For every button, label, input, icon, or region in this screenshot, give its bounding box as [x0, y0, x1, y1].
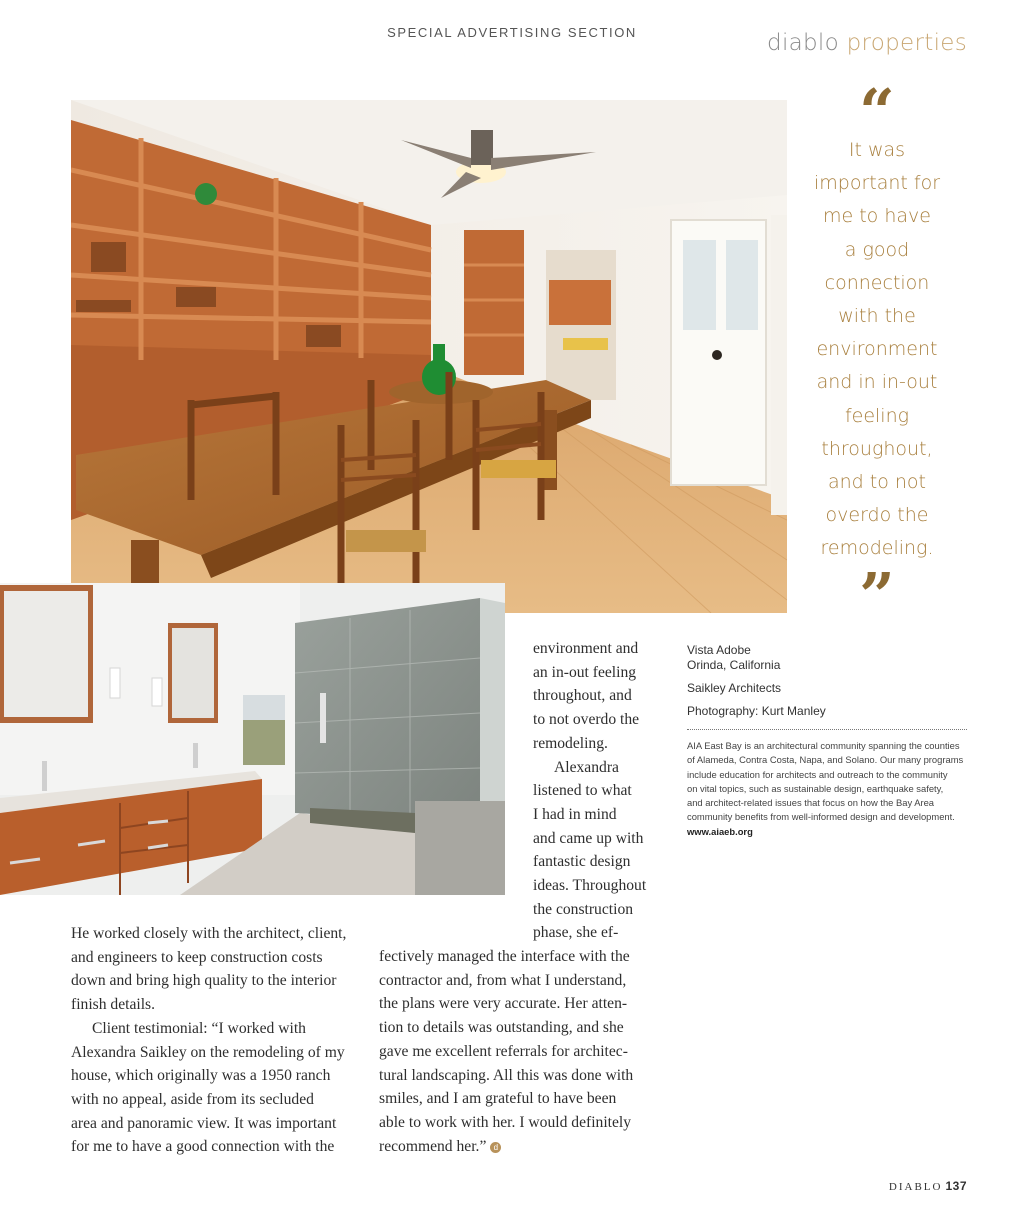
body-line: with no appeal, aside from its secluded — [71, 1090, 314, 1108]
pull-quote-line: throughout, — [821, 437, 933, 460]
pull-quote — [806, 75, 948, 632]
dining-room-photo — [71, 100, 787, 613]
body-line: to not overdo the — [533, 711, 640, 729]
page-folio — [889, 1179, 967, 1193]
body-line: remodeling. — [533, 734, 608, 752]
project-name: Vista Adobe — [687, 643, 751, 657]
brand-word-properties: properties — [846, 30, 967, 56]
body-line: tion to details was outstanding, and she — [379, 1019, 624, 1037]
body-line: gave me excellent referrals for architec- — [379, 1042, 628, 1060]
project-credits — [687, 643, 967, 839]
body-line: fectively managed the interface with the — [379, 948, 630, 965]
dotted-divider — [687, 729, 967, 730]
pull-quote-line: important for — [813, 172, 941, 195]
body-line: and came up with — [533, 829, 644, 847]
pull-quote-line: and to not — [827, 471, 926, 494]
pull-quote-line: connection — [824, 271, 930, 294]
body-line: smiles, and I am grateful to have been — [379, 1090, 617, 1108]
aia-line: include education for architects and outreach to the community — [687, 768, 948, 780]
aia-line: on vital topics, such as sustainable design, earthquake safety, — [687, 782, 944, 794]
body-line: and engineers to keep construction costs — [71, 948, 323, 966]
body-line: the construction — [533, 900, 634, 918]
project-location: Orinda, California — [687, 658, 781, 672]
body-line: Alexandra Saikley on the remodeling of my — [71, 1043, 345, 1061]
pull-quote-line: remodeling. — [820, 537, 934, 560]
photography-credit: Photography: Kurt Manley — [687, 704, 826, 718]
pull-quote-line: a good — [844, 238, 910, 261]
aia-website-link[interactable]: www.aiaeb.org — [687, 825, 753, 837]
aia-line: and architect-related issues that focus on how the Bay Area — [687, 797, 935, 809]
body-line: an in-out feeling — [533, 663, 637, 681]
section-label: SPECIAL ADVERTISING SECTION — [387, 25, 637, 40]
body-line-text: recommend her.” — [379, 1137, 487, 1155]
aia-blurb — [687, 739, 967, 825]
open-quote-mark: “ — [859, 75, 895, 148]
brand-logo — [767, 30, 967, 56]
body-line-last — [379, 1135, 659, 1159]
body-line: environment and — [533, 640, 639, 657]
end-mark-icon: d — [490, 1142, 501, 1153]
body-line: I had in mind — [533, 805, 617, 823]
aia-line: community benefits from well-informed design and development. — [687, 811, 955, 823]
pull-quote-line: feeling — [844, 404, 910, 427]
body-line: house, which originally was a 1950 ranch — [71, 1067, 331, 1085]
aia-line: AIA East Bay is an architectural community spanning the counties — [687, 740, 960, 751]
body-line: for me to have a good connection with the — [71, 1138, 335, 1156]
body-line: the plans were very accurate. Her atten- — [379, 995, 628, 1013]
body-line: ideas. Throughout — [533, 877, 647, 895]
architect-firm: Saikley Architects — [687, 681, 782, 695]
body-line: finish details. — [71, 996, 156, 1014]
magazine-name: DIABLO — [888, 1181, 943, 1193]
body-line: fantastic design — [533, 853, 631, 871]
pull-quote-line: with the — [838, 305, 916, 328]
close-quote-mark: ” — [859, 558, 895, 632]
body-line: area and panoramic view. It was important — [71, 1114, 337, 1132]
body-line: down and bring high quality to the interior — [71, 972, 337, 990]
pull-quote-line: It was — [848, 139, 906, 161]
page-number: 137 — [945, 1179, 967, 1193]
body-column-1 — [71, 922, 361, 1159]
body-line: He worked closely with the architect, client, — [71, 925, 347, 942]
pull-quote-line: and in in-out — [816, 371, 938, 394]
bathroom-photo — [0, 583, 505, 895]
body-column-right — [533, 637, 663, 945]
body-line: throughout, and — [533, 687, 632, 705]
body-line: Alexandra — [554, 758, 619, 776]
body-line: Client testimonial: “I worked with — [92, 1019, 306, 1037]
body-line: listened to what — [533, 782, 632, 800]
body-line: tural landscaping. All this was done with — [379, 1066, 634, 1084]
brand-word-diablo: diablo — [767, 30, 839, 56]
pull-quote-line: me to have — [823, 205, 931, 228]
aia-line: of Alameda, Contra Costa, Napa, and Solano. Our many programs — [687, 754, 964, 766]
body-line: contractor and, from what I understand, — [379, 971, 627, 989]
body-line: able to work with her. I would definitely — [379, 1113, 632, 1131]
body-column-2 — [379, 945, 659, 1158]
pull-quote-line: environment — [816, 338, 938, 361]
body-line: phase, she ef- — [533, 924, 619, 942]
pull-quote-line: overdo the — [825, 504, 929, 527]
